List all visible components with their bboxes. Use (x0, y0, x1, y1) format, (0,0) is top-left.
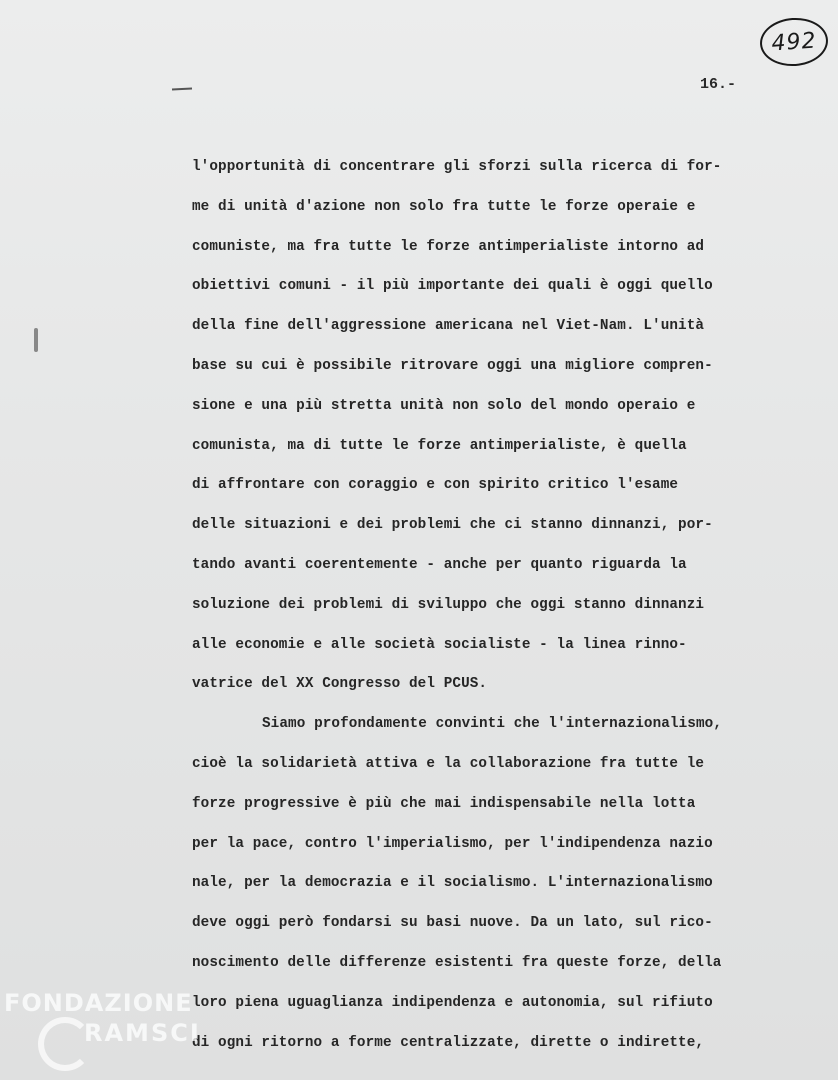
text-line: noscimento delle differenze esistenti fra queste forze, della (192, 954, 722, 971)
text-line: sione e una più stretta unità non solo del mondo operaio e (192, 397, 696, 414)
watermark-line1: FONDAZIONE (4, 989, 193, 1017)
watermark-line2: RAMSCI (84, 1019, 201, 1047)
text-line: deve oggi però fondarsi su basi nuove. Da un lato, sul rico- (192, 915, 713, 932)
text-line: delle situazioni e dei problemi che ci stanno dinnanzi, por- (192, 517, 713, 534)
typewritten-body (192, 148, 812, 1063)
margin-pen-mark (172, 87, 192, 90)
text-line: vatrice del XX Congresso del PCUS. (192, 676, 488, 693)
paper-edge-mark (34, 328, 38, 352)
text-line: me di unità d'azione non solo fra tutte le forze operaie e (192, 198, 696, 215)
text-line: tando avanti coerentemente - anche per quanto riguarda la (192, 556, 687, 573)
stamp-number: 492 (770, 27, 818, 57)
text-line: l'opportunità di concentrare gli sforzi sulla ricerca di for- (192, 159, 722, 175)
text-line: alle economie e alle società socialiste - la linea rinno- (192, 636, 687, 653)
text-line: della fine dell'aggressione americana nel Viet-Nam. L'unità (192, 318, 705, 335)
text-line: obiettivi comuni - il più importante dei quali è oggi quello (192, 278, 713, 295)
text-line: di affrontare con coraggio e con spirito critico l'esame (192, 477, 679, 494)
text-line: comuniste, ma fra tutte le forze antimperialiste intorno ad (192, 238, 705, 255)
typed-page-number: 16.- (700, 76, 737, 93)
text-line: nale, per la democrazia e il socialismo. L'internazionalismo (192, 875, 713, 892)
paragraph-start-line: Siamo profondamente convinti che l'internazionalismo, (262, 716, 723, 733)
text-line: comunista, ma di tutte le forze antimperialiste, è quella (192, 437, 687, 454)
text-line: di ogni ritorno a forme centralizzate, dirette o indirette, (192, 1034, 705, 1051)
text-line: base su cui è possibile ritrovare oggi una migliore compren- (192, 357, 713, 374)
text-line: cioè la solidarietà attiva e la collaborazione fra tutte le (192, 755, 705, 772)
text-line: loro piena uguaglianza indipendenza e autonomia, sul rifiuto (192, 994, 713, 1011)
text-line: per la pace, contro l'imperialismo, per l'indipendenza nazio (192, 835, 713, 852)
text-line: forze progressive è più che mai indispensabile nella lotta (192, 795, 696, 812)
handwritten-page-stamp (758, 16, 829, 69)
text-line: soluzione dei problemi di sviluppo che oggi stanno dinnanzi (192, 596, 705, 613)
fondazione-gramsci-watermark (0, 985, 200, 1075)
